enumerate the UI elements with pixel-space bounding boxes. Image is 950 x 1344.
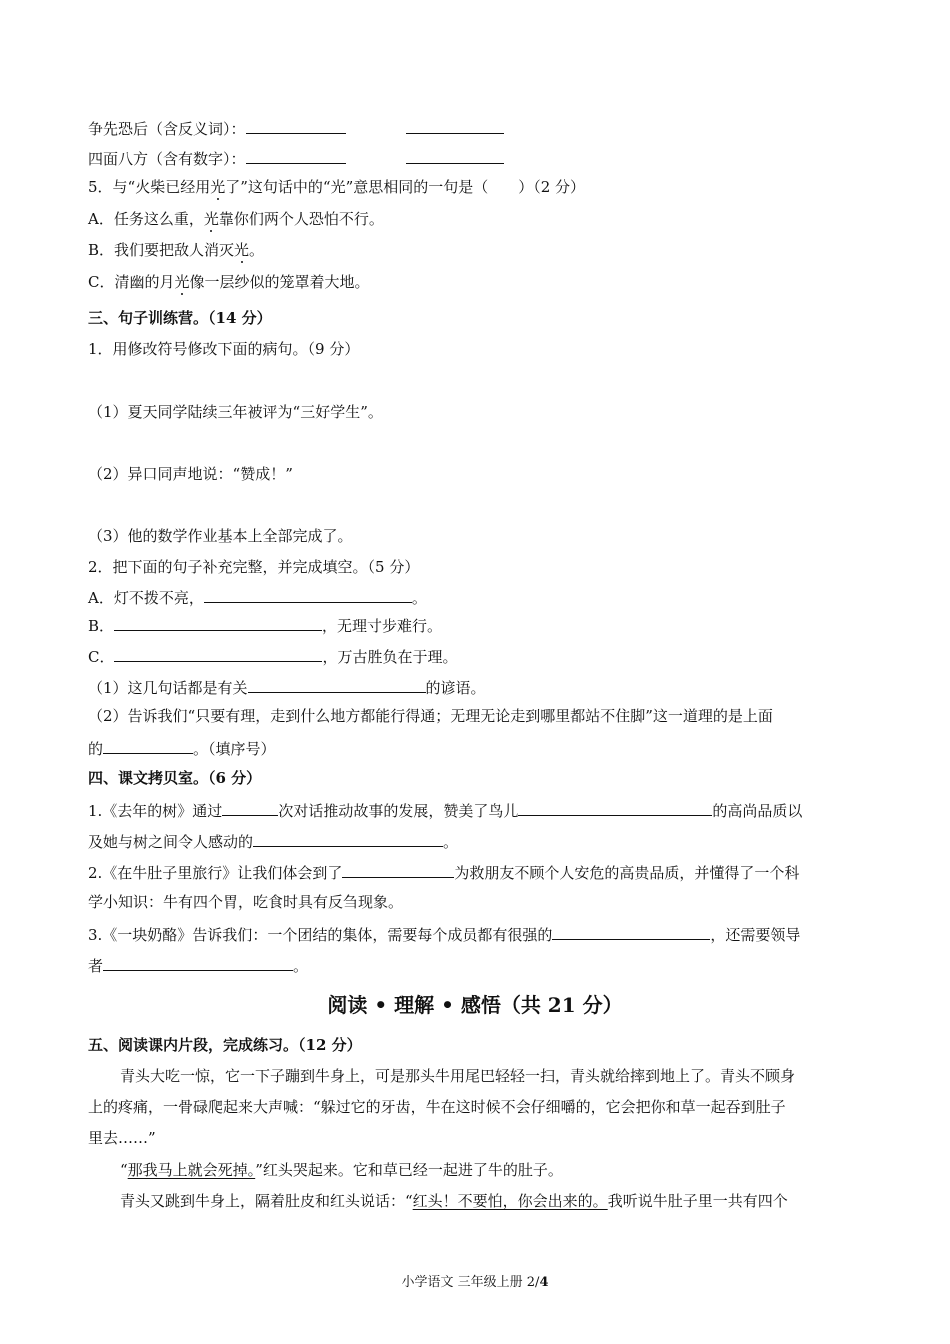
proverb-a: A．灯不拨不亮， 。 — [88, 586, 427, 608]
page-total: 4 — [539, 1275, 549, 1290]
sec4-line-6: 者 。 — [88, 954, 308, 976]
answer-blank[interactable] — [114, 645, 322, 662]
passage-line: 青头又跳到牛身上，隔着肚皮和红头说话：“红头！不要怕，你会出来的。我听说牛肚子里一共有四个 — [120, 1192, 788, 1210]
answer-blank[interactable] — [246, 117, 346, 134]
sec3-question-1: 1．用修改符号修改下面的病句。（9 分） — [88, 340, 360, 358]
passage-line: “那我马上就会死掉。”红头哭起来。它和草已经一起进了牛的肚子。 — [120, 1161, 563, 1179]
sec3-question-2: 2．把下面的句子补充完整，并完成填空。（5 分） — [88, 558, 420, 576]
answer-blank[interactable] — [103, 954, 293, 971]
answer-blank[interactable] — [518, 799, 712, 816]
sec4-line-3: 2.《在牛肚子里旅行》让我们体会到了 为救朋友不顾个人安危的高贵品质，并懂得了一个科 — [88, 861, 799, 883]
fill-2-line-1: （2）告诉我们“只要有理，走到什么地方都能行得通；无理无论走到哪里都站不住脚”这一道理的是上面 — [88, 707, 773, 725]
answer-blank[interactable] — [248, 676, 426, 693]
underlined-sentence: 红头！不要怕，你会出来的。 — [412, 1192, 608, 1210]
answer-blank[interactable] — [253, 830, 443, 847]
answer-blank[interactable] — [552, 923, 710, 940]
proverb-b: B． ，无理寸步难行。 — [88, 614, 442, 636]
answer-blank[interactable] — [114, 614, 322, 631]
passage-line: 上的疼痛，一骨碌爬起来大声喊：“躲过它的牙齿，牛在这时候不会仔细嚼的，它会把你和草一起吞到肚子 — [88, 1098, 786, 1116]
sentence-1: （1）夏天同学陆续三年被评为“三好学生”。 — [88, 403, 383, 421]
answer-blank[interactable] — [246, 147, 346, 164]
proverb-c: C． ，万古胜负在于理。 — [88, 645, 458, 667]
section-5-title: 五、阅读课内片段，完成练习。（12 分） — [88, 1036, 362, 1054]
reading-section-heading: 阅读 • 理解 • 感悟（共 21 分） — [327, 993, 623, 1017]
underlined-sentence: 那我马上就会死掉。 — [127, 1161, 256, 1179]
sec4-line-4: 学小知识：牛有四个胃，吃食时具有反刍现象。 — [88, 893, 404, 911]
option-a[interactable]: A．任务这么重，光靠你们两个人恐怕不行。 — [88, 210, 384, 228]
passage-line: 里去……” — [88, 1129, 156, 1147]
sentence-3: （3）他的数学作业基本上全部完成了。 — [88, 527, 353, 545]
sec4-line-5: 3.《一块奶酪》告诉我们：一个团结的集体，需要每个成员都有很强的 ，还需要领导 — [88, 923, 800, 945]
answer-blank[interactable] — [103, 737, 193, 754]
section-3-title: 三、句子训练营。（14 分） — [88, 309, 272, 327]
option-c[interactable]: C．清幽的月光像一层纱似的笼罩着大地。 — [88, 273, 370, 291]
vocab-line-2: 四面八方（含有数字）： — [88, 147, 504, 169]
answer-blank[interactable] — [342, 861, 454, 878]
sec4-line-2: 及她与树之间令人感动的 。 — [88, 830, 458, 852]
sentence-2: （2）异口同声地说：“赞成！” — [88, 465, 293, 483]
passage-line: 青头大吃一惊，它一下子蹦到牛身上，可是那头牛用尾巴轻轻一扫，青头就给摔到地上了。青头不顾身 — [120, 1067, 796, 1085]
vocab-line-1: 争先恐后（含反义词）： — [88, 117, 504, 139]
answer-blank[interactable] — [406, 147, 504, 164]
question-5-stem: 5．与“火柴已经用光了”这句话中的“光”意思相同的一句是（ ）（2 分） — [88, 178, 586, 196]
answer-blank[interactable] — [406, 117, 504, 134]
option-b[interactable]: B．我们要把敌人消灭光。 — [88, 241, 265, 259]
answer-blank[interactable] — [204, 586, 412, 603]
answer-blank[interactable] — [222, 799, 278, 816]
fill-1: （1）这几句话都是有关 的谚语。 — [88, 676, 486, 698]
fill-2-line-2: 的 。（填序号） — [88, 737, 276, 759]
sec4-line-1: 1.《去年的树》通过 次对话推动故事的发展，赞美了鸟儿 的高尚品质以 — [88, 799, 802, 821]
page-footer: 小学语文 三年级上册 2/4 — [401, 1275, 549, 1290]
section-4-title: 四、课文拷贝室。（6 分） — [88, 769, 262, 787]
